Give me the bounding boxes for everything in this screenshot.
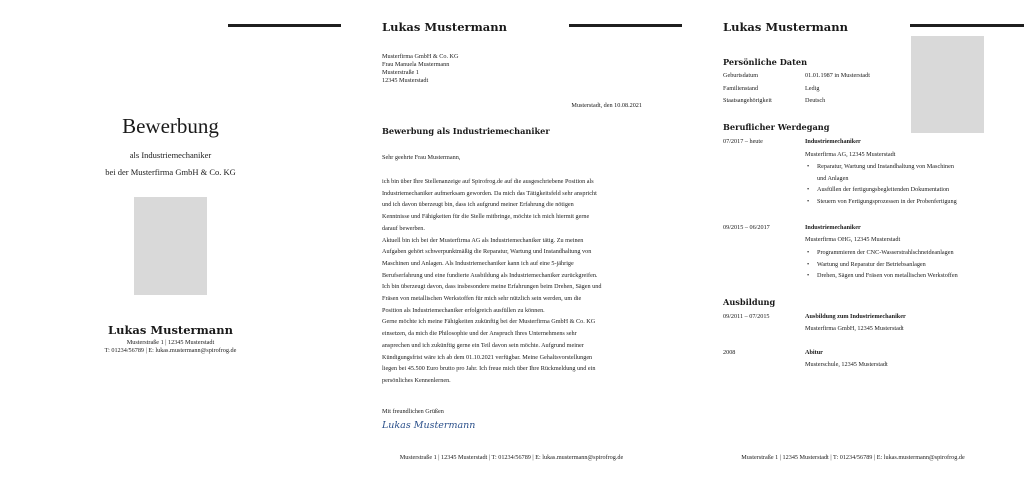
body-line: persönliches Kennenlernen. xyxy=(382,376,451,384)
cv-photo-placeholder xyxy=(911,36,984,133)
letter-date: Musterstadt, den 10.08.2021 xyxy=(571,102,642,109)
career-role: Industriemechaniker xyxy=(805,224,861,231)
personal-label: Geburtsdatum xyxy=(723,72,759,79)
letter-subject: Bewerbung als Industriemechaniker xyxy=(382,126,550,136)
career-company: Musterfirma OHG, 12345 Musterstadt xyxy=(805,236,901,243)
personal-value: Deutsch xyxy=(805,97,826,104)
body-line: Kenntnisse und Fähigkeiten für die Stelle mitbringe, möchte ich mich hiermit gerne xyxy=(382,213,590,221)
recipient-line: Musterfirma GmbH & Co. KG xyxy=(382,53,459,60)
body-line: ansprechen und ich zukünftig gerne ein Teil davon sein möchte. Aufgrund meiner xyxy=(382,341,584,349)
body-line: Kündigungsfrist wäre ich ab dem 01.10.2021 verfügbar. Meine Gehaltsvorstellungen xyxy=(382,353,593,361)
letter-body xyxy=(382,176,652,387)
career-section-title: Beruflicher Werdegang xyxy=(723,122,830,132)
letter-header-name: Lukas Mustermann xyxy=(382,20,507,34)
body-line: Gerne möchte ich meine Fähigkeiten zukünftig bei der Musterfirma GmbH & Co. KG xyxy=(382,318,596,326)
cover-contact: T: 01234/56789 | E: lukas.mustermann@spirofrog.de xyxy=(104,347,237,354)
education-section-title: Ausbildung xyxy=(723,297,776,307)
letter-top-rule xyxy=(569,24,682,27)
education-place: Musterfirma GmbH, 12345 Musterstadt xyxy=(805,325,904,332)
bullet-text: • Reparatur, Wartung und Instandhaltung von Maschinen xyxy=(817,163,954,170)
letter-signature: Lukas Mustermann xyxy=(382,420,476,431)
body-line: einsetzen, da mich die Philosophie und der Anspruch Ihres Unternehmens sehr xyxy=(382,330,577,338)
cv-top-rule xyxy=(910,24,1024,27)
body-line: liegen bei 45.500 Euro brutto pro Jahr. Ich freue mich über Ihre Rückmeldung und ein xyxy=(382,365,596,373)
education-role: Ausbildung zum Industriemechaniker xyxy=(805,313,906,320)
body-line: und ich davon überzeugt bin, dass ich aufgrund meiner Erfahrung die nötigen xyxy=(382,201,574,209)
personal-section-title: Persönliche Daten xyxy=(723,57,808,67)
education-period: 09/2011 – 07/2015 xyxy=(723,313,770,320)
bullet-text-cont: und Anlagen xyxy=(817,174,849,182)
recipient-block xyxy=(382,53,458,85)
bullet-item: • Steuern von Fertigungsprozessen in der Probenfertigung xyxy=(805,196,1015,208)
career-period: 09/2015 – 06/2017 xyxy=(723,224,770,231)
recipient-line: Musterstraße 1 xyxy=(382,69,419,76)
career-period: 07/2017 – heute xyxy=(723,138,763,145)
recipient-line: 12345 Musterstadt xyxy=(382,77,429,84)
body-line: darauf bewerben. xyxy=(382,224,425,232)
cover-photo-placeholder xyxy=(134,197,207,295)
body-line: Berufserfahrung und eine fundierte Ausbildung als Industriemechaniker zurückgreifen. xyxy=(382,271,598,279)
bullet-item: • Drehen, Sägen und Fräsen von metallischen Werkstoffen xyxy=(805,270,1015,282)
bullet-item: • Wartung und Reparatur der Betriebsanlagen xyxy=(805,259,1015,271)
education-role: Abitur xyxy=(805,349,823,356)
bullet-item: • Programmieren der CNC-Wasserstrahlschneideanlagen xyxy=(805,247,1015,259)
body-line: ich bin über Ihre Stellenanzeige auf Spirofrog.de auf die ausgeschriebene Position als xyxy=(382,178,594,185)
recipient-line: Frau Manuela Mustermann xyxy=(382,61,450,68)
body-line: Fräsen von metallischen Werkstoffen für mich sehr nützlich sein werden, um die xyxy=(382,295,582,303)
body-line: Maschinen und Anlagen. Als Industriemechaniker kann ich auf eine 5-jährige xyxy=(382,259,574,267)
cover-name: Lukas Mustermann xyxy=(108,323,233,337)
personal-value: Ledig xyxy=(805,85,820,92)
cover-title: Bewerbung xyxy=(122,114,219,138)
cover-top-rule xyxy=(228,24,341,27)
letter-footer: Musterstraße 1 | 12345 Musterstadt | T: 01234/56789 | E: lukas.mustermann@spirofrog.de xyxy=(399,454,624,461)
body-line: Industriemechaniker aufmerksam geworden. Da mich das Tätigkeitsfeld sehr anspricht xyxy=(382,189,597,197)
bullet-item: • Ausfüllen der fertigungsbegleitenden Dokumentation xyxy=(805,184,1015,196)
personal-label: Staatsangehörigkeit xyxy=(723,97,772,104)
career-company: Musterfirma AG, 12345 Musterstadt xyxy=(805,151,896,158)
cover-address: Musterstraße 1 | 12345 Musterstadt xyxy=(126,339,215,346)
cv-header-name: Lukas Mustermann xyxy=(723,20,848,34)
body-line: Aktuell bin ich bei der Musterfirma AG als Industriemechaniker tätig. Zu meinen xyxy=(382,236,584,244)
body-line: Aufgaben gehört schwerpunktmäßig die Reparatur, Wartung und Instandhaltung von xyxy=(382,248,592,256)
cover-line2: bei der Musterfirma GmbH & Co. KG xyxy=(105,167,236,177)
cv-footer: Musterstraße 1 | 12345 Musterstadt | T: 01234/56789 | E: lukas.mustermann@spirofrog.de xyxy=(741,454,965,461)
career-role: Industriemechaniker xyxy=(805,138,861,145)
education-period: 2008 xyxy=(723,349,736,356)
personal-label: Familienstand xyxy=(723,85,759,92)
bullet-item xyxy=(805,161,1015,184)
career-bullets xyxy=(805,161,1015,208)
education-place: Musterschule, 12345 Musterstadt xyxy=(805,361,888,368)
cover-line1: als Industriemechaniker xyxy=(129,150,212,160)
personal-value: 01.01.1987 in Musterstadt xyxy=(805,72,870,79)
letter-salutation: Sehr geehrte Frau Mustermann, xyxy=(382,154,461,161)
body-line: Position als Industriemechaniker erfolgreich ausfüllen zu können. xyxy=(382,306,545,314)
body-line: Ich bin überzeugt davon, dass insbesondere meine Erfahrungen beim Drehen, Sägen und xyxy=(382,283,602,291)
letter-closing: Mit freundlichen Grüßen xyxy=(382,408,444,415)
career-bullets xyxy=(805,247,1015,282)
